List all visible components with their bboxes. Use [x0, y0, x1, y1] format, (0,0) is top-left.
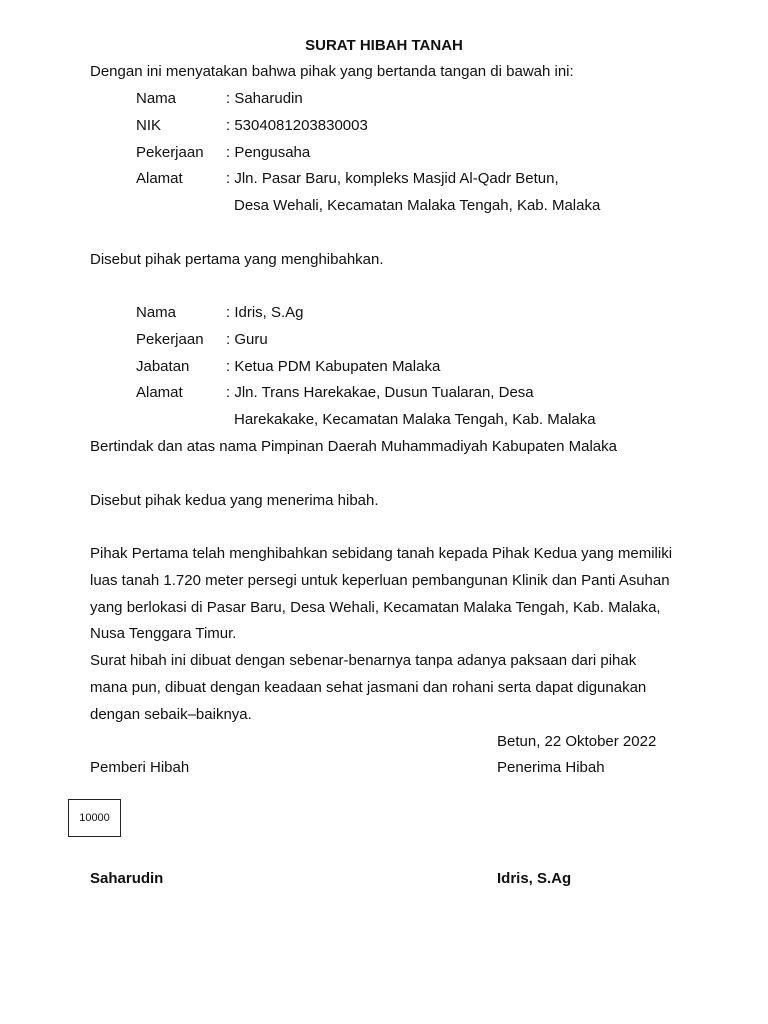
- field-value: : Pengusaha: [226, 144, 311, 161]
- field-value: : Saharudin: [226, 90, 303, 107]
- body-line: mana pun, dibuat dengan keadaan sehat jasmani dan rohani serta dapat digunakan: [90, 679, 647, 696]
- body-line: Pihak Pertama telah menghibahkan sebidang tanah kepada Pihak Kedua yang memiliki: [90, 545, 673, 562]
- second-party-designation: Disebut pihak kedua yang menerima hibah.: [90, 492, 379, 509]
- field-value: : Jln. Trans Harekakae, Dusun Tualaran, Desa: [226, 384, 534, 401]
- address-continuation: Harekakake, Kecamatan Malaka Tengah, Kab. Malaka: [234, 411, 596, 428]
- field-label: Pekerjaan: [136, 331, 204, 348]
- body-line: Surat hibah ini dibuat dengan sebenar-benarnya tanpa adanya paksaan dari pihak: [90, 652, 637, 669]
- field-label: Nama: [136, 90, 177, 107]
- body-line: yang berlokasi di Pasar Baru, Desa Wehali, Kecamatan Malaka Tengah, Kab. Malaka,: [90, 599, 661, 616]
- field-label: Pekerjaan: [136, 144, 204, 161]
- field-label: Jabatan: [136, 358, 190, 375]
- receiver-label: Penerima Hibah: [497, 759, 605, 776]
- body-line: Nusa Tenggara Timur.: [90, 625, 237, 642]
- giver-label: Pemberi Hibah: [90, 759, 190, 776]
- field-value: : 5304081203830003: [226, 117, 368, 134]
- place-date: Betun, 22 Oktober 2022: [497, 733, 657, 750]
- body-line: luas tanah 1.720 meter persegi untuk keperluan pembangunan Klinik dan Panti Asuhan: [90, 572, 670, 589]
- first-party-designation: Disebut pihak pertama yang menghibahkan.: [90, 251, 384, 268]
- field-value: : Idris, S.Ag: [226, 304, 304, 321]
- field-label: NIK: [136, 117, 162, 134]
- document-title: SURAT HIBAH TANAH: [305, 37, 463, 54]
- field-value: : Guru: [226, 331, 268, 348]
- field-label: Alamat: [136, 170, 183, 187]
- field-label: Nama: [136, 304, 177, 321]
- address-continuation: Desa Wehali, Kecamatan Malaka Tengah, Kab. Malaka: [234, 197, 601, 214]
- field-label: Alamat: [136, 384, 183, 401]
- receiver-name: Idris, S.Ag: [497, 870, 572, 887]
- body-line: dengan sebaik–baiknya.: [90, 706, 252, 723]
- field-value: : Jln. Pasar Baru, kompleks Masjid Al-Qadr Betun,: [226, 170, 559, 187]
- duty-stamp: 10000: [68, 799, 121, 837]
- field-value: : Ketua PDM Kabupaten Malaka: [226, 358, 441, 375]
- intro-text: Dengan ini menyatakan bahwa pihak yang bertanda tangan di bawah ini:: [90, 63, 574, 80]
- acting-on-behalf: Bertindak dan atas nama Pimpinan Daerah Muhammadiyah Kabupaten Malaka: [90, 438, 617, 455]
- giver-name: Saharudin: [90, 870, 164, 887]
